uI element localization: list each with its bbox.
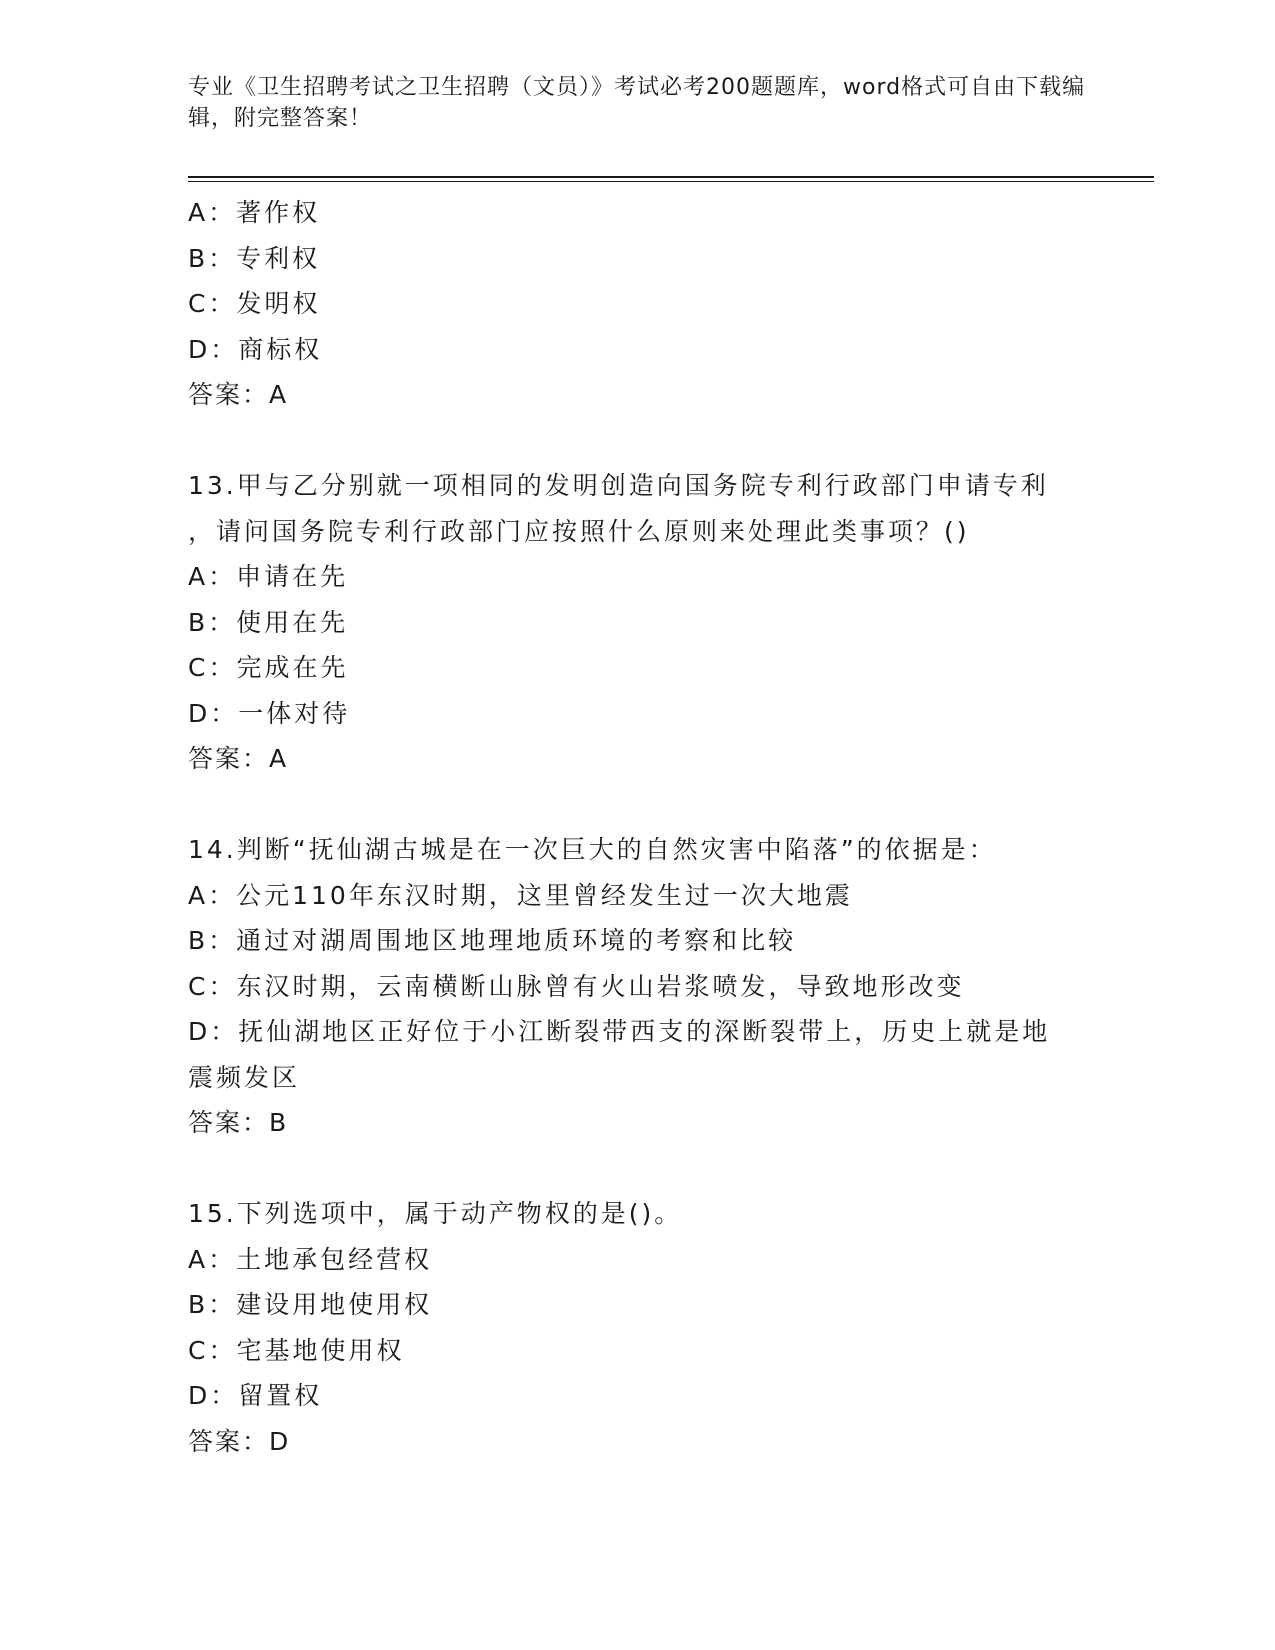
option-a: A：著作权 — [188, 198, 321, 227]
option-d: D：抚仙湖地区正好位于小江断裂带西支的深断裂带上，历史上就是地 — [188, 1017, 1051, 1046]
option-d: D：商标权 — [188, 334, 323, 364]
question-stem: 13.甲与乙分别就一项相同的发明创造向国务院专利行政部门申请专利 — [188, 471, 1049, 500]
spacer — [188, 1146, 1088, 1192]
question-13 — [188, 463, 1088, 782]
option-a: A：申请在先 — [188, 562, 349, 591]
answer: 答案：A — [188, 744, 289, 773]
option-b: B：建设用地使用权 — [188, 1290, 433, 1319]
question-stem: 14.判断“抚仙湖古城是在一次巨大的自然灾害中陷落”的依据是： — [188, 835, 997, 864]
option-c: C：东汉时期，云南横断山脉曾有火山岩浆喷发，导致地形改变 — [188, 971, 965, 1001]
question-stem-continued: ，请问国务院专利行政部门应按照什么原则来处理此类事项？() — [188, 516, 970, 546]
option-b: B：通过对湖周围地区地理地质环境的考察和比较 — [188, 926, 797, 955]
option-a: A：公元110年东汉时期，这里曾经发生过一次大地震 — [188, 880, 853, 910]
question-14 — [188, 827, 1088, 1146]
header-rule-thick — [188, 176, 1154, 178]
question-content — [188, 190, 1088, 1464]
answer: 答案：D — [188, 1426, 291, 1456]
answer: 答案：A — [188, 380, 289, 409]
option-a: A：土地承包经营权 — [188, 1244, 433, 1274]
option-b: B：专利权 — [188, 243, 321, 273]
header-rule-thin — [188, 181, 1154, 182]
option-b: B：使用在先 — [188, 607, 349, 637]
answer: 答案：B — [188, 1108, 289, 1137]
option-d: D：留置权 — [188, 1381, 323, 1410]
question-stem: 15.下列选项中，属于动产物权的是()。 — [188, 1199, 683, 1228]
option-c: C：宅基地使用权 — [188, 1335, 405, 1365]
spacer — [188, 418, 1088, 464]
document-header: 专业《卫生招聘考试之卫生招聘（文员）》考试必考200题题库，word格式可自由下载编辑，附完整答案！ — [188, 75, 1086, 131]
option-d-continued: 震频发区 — [188, 1062, 301, 1092]
question-15 — [188, 1191, 1088, 1464]
spacer — [188, 782, 1088, 828]
question-12 — [188, 190, 1088, 418]
option-c: C：发明权 — [188, 289, 321, 318]
option-c: C：完成在先 — [188, 653, 349, 682]
option-d: D：一体对待 — [188, 698, 351, 728]
